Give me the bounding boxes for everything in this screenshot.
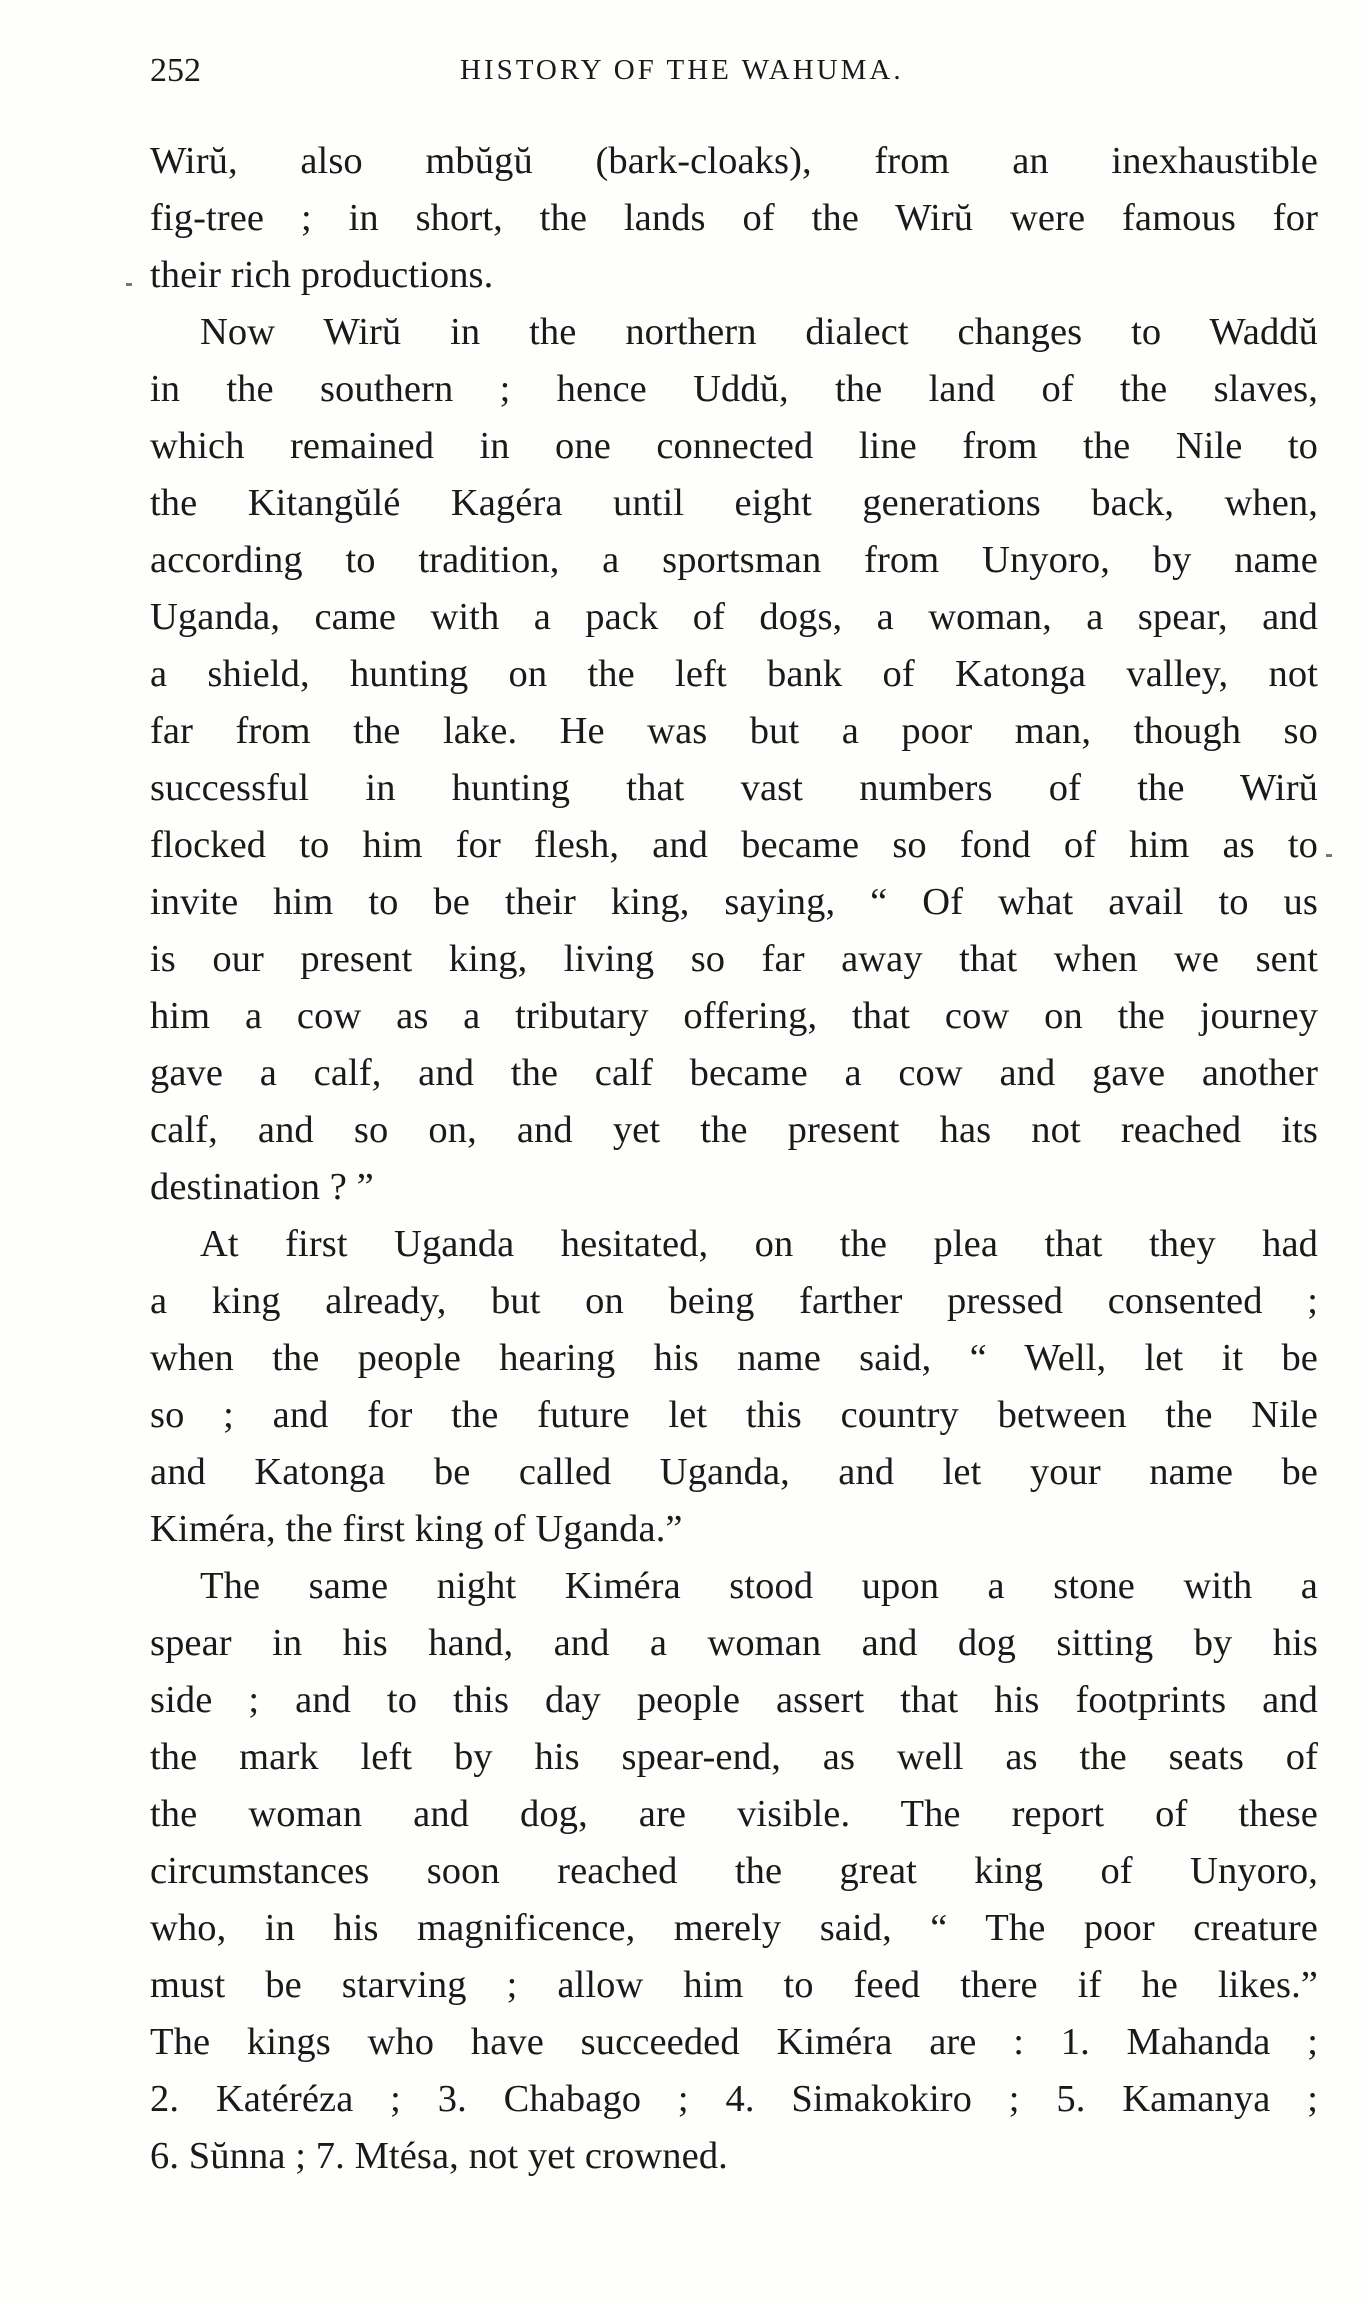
text-line: Kiméra, the first king of Uganda.” <box>150 1508 683 1550</box>
text-line: far from the lake. He was but a poor man, though so <box>150 710 1318 752</box>
text-line: a king already, but on being farther pressed consented ; <box>150 1280 1318 1322</box>
running-head <box>150 52 1318 98</box>
text-line: him a cow as a tributary offering, that cow on the journey <box>150 995 1318 1037</box>
paragraph <box>150 1216 1318 1558</box>
text-line: The same night Kiméra stood upon a stone with a <box>200 1565 1318 1607</box>
text-line: Wirŭ, also mbŭgŭ (bark-cloaks), from an inexhaustible <box>150 140 1318 182</box>
running-title: HISTORY OF THE WAHUMA. <box>460 54 904 86</box>
text-line: 2. Katéréza ; 3. Chabago ; 4. Simakokiro ; 5. Kamanya ; <box>150 2078 1318 2120</box>
text-line: and Katonga be called Uganda, and let your name be <box>150 1451 1318 1493</box>
text-line: successful in hunting that vast numbers of the Wirŭ <box>150 767 1318 809</box>
paragraph <box>150 1558 1318 2185</box>
text-line: which remained in one connected line from the Nile to <box>150 425 1318 467</box>
paragraph <box>150 133 1318 304</box>
text-line: fig-tree ; in short, the lands of the Wirŭ were famous for <box>150 197 1318 239</box>
text-line: when the people hearing his name said, “ Well, let it be <box>150 1337 1318 1379</box>
text-line: spear in his hand, and a woman and dog sitting by his <box>150 1622 1318 1664</box>
text-line: calf, and so on, and yet the present has not reached its <box>150 1109 1318 1151</box>
text-line: is our present king, living so far away that when we sent <box>150 938 1318 980</box>
text-line: in the southern ; hence Uddŭ, the land of the slaves, <box>150 368 1318 410</box>
text-line: Now Wirŭ in the northern dialect changes to Waddŭ <box>200 311 1318 353</box>
text-line: so ; and for the future let this country between the Nile <box>150 1394 1318 1436</box>
margin-mark-right <box>1326 854 1332 857</box>
body-text <box>150 133 1318 2185</box>
paragraph <box>150 304 1318 1216</box>
text-line: gave a calf, and the calf became a cow and gave another <box>150 1052 1318 1094</box>
text-line: Uganda, came with a pack of dogs, a woman, a spear, and <box>150 596 1318 638</box>
text-line: must be starving ; allow him to feed there if he likes.” <box>150 1964 1318 2006</box>
text-line: side ; and to this day people assert that his footprints and <box>150 1679 1318 1721</box>
margin-mark-left <box>126 283 132 286</box>
text-line: who, in his magnificence, merely said, “ The poor creature <box>150 1907 1318 1949</box>
text-line: 6. Sŭnna ; 7. Mtésa, not yet crowned. <box>150 2135 728 2177</box>
text-line: their rich productions. <box>150 254 494 296</box>
text-line: flocked to him for flesh, and became so fond of him as to <box>150 824 1318 866</box>
text-line: The kings who have succeeded Kiméra are : 1. Mahanda ; <box>150 2021 1318 2063</box>
text-line: the woman and dog, are visible. The report of these <box>150 1793 1318 1835</box>
text-line: according to tradition, a sportsman from Unyoro, by name <box>150 539 1318 581</box>
page-number: 252 <box>150 52 201 89</box>
text-line: the mark left by his spear-end, as well as the seats of <box>150 1736 1318 1778</box>
text-line: At first Uganda hesitated, on the plea that they had <box>200 1223 1318 1265</box>
text-line: invite him to be their king, saying, “ Of what avail to us <box>150 881 1318 923</box>
text-line: destination ? ” <box>150 1166 374 1208</box>
text-line: a shield, hunting on the left bank of Katonga valley, not <box>150 653 1318 695</box>
text-line: the Kitangŭlé Kagéra until eight generations back, when, <box>150 482 1318 524</box>
text-line: circumstances soon reached the great king of Unyoro, <box>150 1850 1318 1892</box>
